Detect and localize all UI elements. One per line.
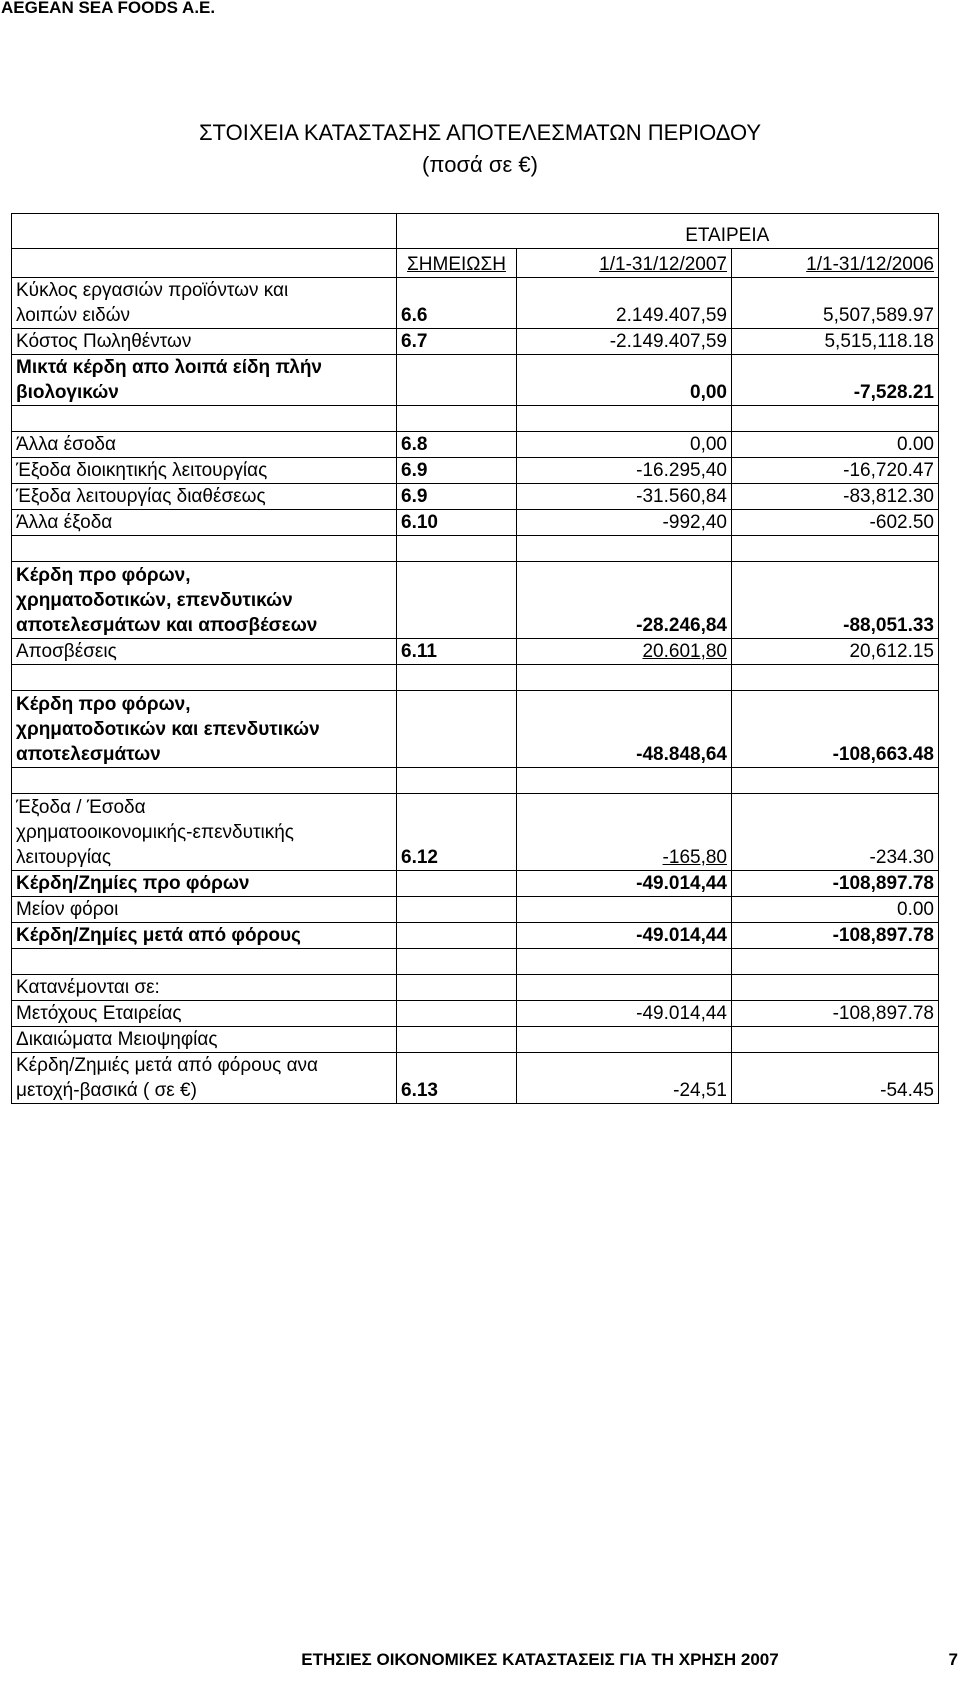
page-number: 7: [948, 1650, 958, 1669]
row-label: [12, 278, 397, 329]
spacer-row: [12, 406, 939, 432]
table-row: [12, 794, 939, 871]
value-2007: -992,40: [517, 510, 732, 536]
table-row: [12, 923, 939, 949]
empty-cell: [732, 949, 939, 975]
spacer-row: [12, 949, 939, 975]
row-label: Άλλα έξοδα: [12, 510, 397, 536]
table-row: [12, 871, 939, 897]
table-row: [12, 1053, 939, 1104]
table-row: [12, 432, 939, 458]
row-label-line: Μικτά κέρδη απο λοιπά είδη πλήν: [16, 357, 323, 378]
row-label-line: χρηματοδοτικών και επενδυτικών: [16, 719, 320, 740]
row-label: Κόστος Πωληθέντων: [12, 329, 397, 355]
row-label-line: Κέρδη/Ζημιές μετά από φόρους ανα: [16, 1055, 319, 1076]
statement-subtitle: (ποσά σε €): [422, 152, 538, 177]
value-2007: [517, 897, 732, 923]
row-label: Κέρδη/Ζημίες μετά από φόρους: [12, 923, 397, 949]
row-note: [397, 871, 517, 897]
row-note: [397, 923, 517, 949]
header-empty-cell: [12, 214, 397, 249]
value-2007: -24,51: [517, 1053, 732, 1104]
row-note: 6.11: [397, 639, 517, 665]
period-2007-header-text: 1/1-31/12/2007: [599, 254, 727, 275]
income-statement-table: [11, 213, 939, 1104]
empty-cell: [397, 768, 517, 794]
table-row: [12, 484, 939, 510]
value-2006: -234.30: [732, 794, 939, 871]
empty-cell: [732, 536, 939, 562]
value-2006: -16,720.47: [732, 458, 939, 484]
value-2007-text: -165,80: [662, 847, 727, 868]
empty-cell: [732, 665, 939, 691]
empty-cell: [517, 536, 732, 562]
row-note: [397, 975, 517, 1001]
value-2007: [517, 639, 732, 665]
footer-title: ΕΤΗΣΙΕΣ ΟΙΚΟΝΟΜΙΚΕΣ ΚΑΤΑΣΤΑΣΕΙΣ ΓΙΑ ΤΗ ΧΡΗΣΗ 2007: [301, 1650, 779, 1669]
row-label-line: χρηματοδοτικών, επενδυτικών: [16, 590, 293, 611]
row-note: 6.6: [397, 278, 517, 329]
value-2006: -108,897.78: [732, 923, 939, 949]
empty-cell: [732, 406, 939, 432]
row-label: Κέρδη/Ζημίες προ φόρων: [12, 871, 397, 897]
row-label: [12, 1053, 397, 1104]
table-row: [12, 639, 939, 665]
table-row: [12, 1001, 939, 1027]
table-header-row: [12, 214, 939, 249]
table-row: [12, 278, 939, 329]
row-label-line: βιολογικών: [16, 382, 119, 403]
row-label: [12, 794, 397, 871]
value-2006: -108,897.78: [732, 871, 939, 897]
empty-cell: [397, 665, 517, 691]
row-label-line: Κέρδη προ φόρων,: [16, 565, 191, 586]
row-label: Μείον φόροι: [12, 897, 397, 923]
value-2007: -48.848,64: [517, 691, 732, 768]
table-row: [12, 691, 939, 768]
row-label: [12, 355, 397, 406]
company-column-header: [517, 214, 939, 249]
value-2007: [517, 975, 732, 1001]
value-2007: [517, 794, 732, 871]
row-note: [397, 897, 517, 923]
row-note: 6.12: [397, 794, 517, 871]
value-2007: 2.149.407,59: [517, 278, 732, 329]
note-column-header-text: ΣΗΜΕΙΩΣΗ: [407, 254, 506, 275]
value-2007: -16.295,40: [517, 458, 732, 484]
header-empty-cell: [397, 214, 517, 249]
value-2006: 0.00: [732, 897, 939, 923]
row-note: 6.9: [397, 484, 517, 510]
value-2006: 20,612.15: [732, 639, 939, 665]
empty-cell: [517, 949, 732, 975]
company-name: AEGEAN SEA FOODS A.E.: [1, 0, 216, 17]
value-2007: [517, 1027, 732, 1053]
row-note: [397, 1001, 517, 1027]
empty-cell: [517, 406, 732, 432]
value-2006: 5,507,589.97: [732, 278, 939, 329]
value-2007: -2.149.407,59: [517, 329, 732, 355]
row-label: Άλλα έσοδα: [12, 432, 397, 458]
value-2007: -49.014,44: [517, 1001, 732, 1027]
empty-cell: [517, 768, 732, 794]
row-label-line: Κέρδη προ φόρων,: [16, 694, 191, 715]
table-column-header-row: [12, 249, 939, 278]
value-2007: 0,00: [517, 432, 732, 458]
row-note: 6.10: [397, 510, 517, 536]
table-row: [12, 329, 939, 355]
spacer-row: [12, 536, 939, 562]
table-row: [12, 510, 939, 536]
empty-cell: [397, 406, 517, 432]
row-label-line: λοιπών ειδών: [16, 305, 131, 326]
row-label-line: μετοχή-βασικά ( σε €): [16, 1080, 197, 1101]
table-row: [12, 975, 939, 1001]
row-note: 6.13: [397, 1053, 517, 1104]
note-column-header: [397, 249, 517, 278]
row-label-line: Έξοδα / Έσοδα: [16, 797, 146, 818]
table-row: [12, 897, 939, 923]
value-2006: -54.45: [732, 1053, 939, 1104]
value-2007: -49.014,44: [517, 871, 732, 897]
group-header-text: ΕΤΑΙΡΕΙΑ: [685, 225, 770, 246]
row-note: [397, 562, 517, 639]
empty-cell: [12, 536, 397, 562]
empty-cell: [517, 665, 732, 691]
row-label-line: αποτελεσμάτων και αποσβέσεων: [16, 615, 318, 636]
value-2007: -28.246,84: [517, 562, 732, 639]
row-label: [12, 691, 397, 768]
period-2006-header: [732, 249, 939, 278]
spacer-row: [12, 665, 939, 691]
value-2006: -602.50: [732, 510, 939, 536]
table-row: [12, 562, 939, 639]
row-note: 6.9: [397, 458, 517, 484]
empty-cell: [12, 949, 397, 975]
value-2007: 0,00: [517, 355, 732, 406]
value-2006: [732, 1027, 939, 1053]
row-label: Δικαιώματα Μειοψηφίας: [12, 1027, 397, 1053]
row-label: Κατανέμονται σε:: [12, 975, 397, 1001]
row-label: [12, 562, 397, 639]
row-note: 6.8: [397, 432, 517, 458]
row-note: 6.7: [397, 329, 517, 355]
value-2006: -108,663.48: [732, 691, 939, 768]
value-2007-text: 20.601,80: [642, 641, 727, 662]
period-2007-header: [517, 249, 732, 278]
value-2006: -88,051.33: [732, 562, 939, 639]
spacer-row: [12, 768, 939, 794]
row-label: Αποσβέσεις: [12, 639, 397, 665]
value-2006: -83,812.30: [732, 484, 939, 510]
value-2006: 0.00: [732, 432, 939, 458]
table-row: [12, 1027, 939, 1053]
value-2006: 5,515,118.18: [732, 329, 939, 355]
empty-cell: [12, 768, 397, 794]
period-2006-header-text: 1/1-31/12/2006: [806, 254, 934, 275]
table-row: [12, 458, 939, 484]
row-note: [397, 691, 517, 768]
header-empty-cell: [12, 249, 397, 278]
row-label: Έξοδα λειτουργίας διαθέσεως: [12, 484, 397, 510]
row-label-line: χρηματοοικονομικής-επενδυτικής: [16, 822, 294, 843]
table-row: [12, 355, 939, 406]
value-2007: -31.560,84: [517, 484, 732, 510]
row-note: [397, 1027, 517, 1053]
empty-cell: [732, 768, 939, 794]
empty-cell: [12, 406, 397, 432]
empty-cell: [12, 665, 397, 691]
income-statement-table-wrapper: [11, 213, 938, 1104]
value-2007: -49.014,44: [517, 923, 732, 949]
row-note: [397, 355, 517, 406]
empty-cell: [397, 949, 517, 975]
statement-title: ΣΤΟΙΧΕΙΑ ΚΑΤΑΣΤΑΣΗΣ ΑΠΟΤΕΛΕΣΜΑΤΩΝ ΠΕΡΙΟΔΟΥ: [198, 120, 762, 145]
row-label-line: λειτουργίας: [16, 847, 112, 868]
value-2006: -7,528.21: [732, 355, 939, 406]
row-label-line: Κύκλος εργασιών προϊόντων και: [16, 280, 289, 301]
row-label: Μετόχους Εταιρείας: [12, 1001, 397, 1027]
empty-cell: [397, 536, 517, 562]
value-2006: [732, 975, 939, 1001]
row-label: Έξοδα διοικητικής λειτουργίας: [12, 458, 397, 484]
value-2006: -108,897.78: [732, 1001, 939, 1027]
row-label-line: αποτελεσμάτων: [16, 744, 161, 765]
